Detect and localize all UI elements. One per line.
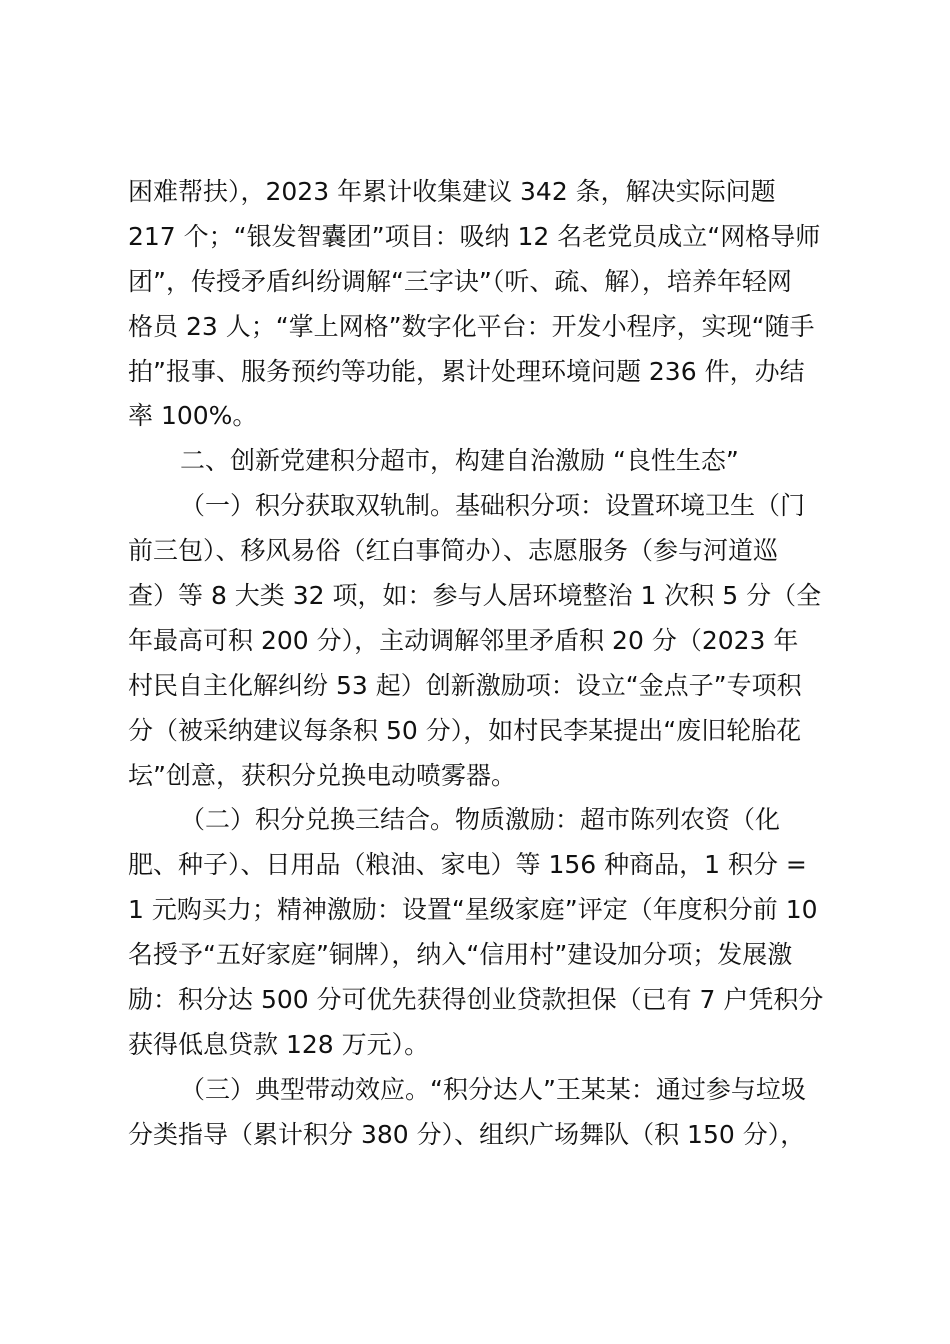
paragraph-first-line: （三）典型带动效应。“积分达人”王某某：通过参与垃圾 — [180, 1074, 806, 1104]
text-line: 前三包）、移风易俗（红白事简办）、志愿服务（参与河道巡 — [128, 536, 779, 566]
text-line: 格员 23 人；“掌上网格”数字化平台：开发小程序，实现“随手 — [128, 311, 815, 341]
text-line: 1 元购买力；精神激励：设置“星级家庭”评定（年度积分前 10 — [128, 895, 818, 925]
text-line: 村民自主化解纠纷 53 起）创新激励项：设立“金点子”专项积 — [128, 670, 802, 700]
text-line: 分类指导（累计积分 380 分）、组织广场舞队（积 150 分）， — [128, 1119, 806, 1149]
text-line: 团”，传授矛盾纠纷调解“三字诀”（听、疏、解），培养年轻网 — [128, 266, 792, 296]
text-line: 217 个；“银发智囊团”项目：吸纳 12 名老党员成立“网格导师 — [128, 221, 821, 251]
text-line: 名授予“五好家庭”铜牌），纳入“信用村”建设加分项；发展激 — [128, 940, 793, 970]
text-line: 查）等 8 大类 32 项，如：参与人居环境整治 1 次积 5 分（全 — [128, 581, 822, 611]
text-line: 年最高可积 200 分），主动调解邻里矛盾积 20 分（2023 年 — [128, 625, 799, 655]
text-line: 肥、种子）、日用品（粮油、家电）等 156 种商品，1 积分 = — [128, 850, 807, 880]
text-line: 坛”创意，获积分兑换电动喷雾器。 — [128, 760, 516, 790]
paragraph-first-line: （二）积分兑换三结合。物质激励：超市陈列农资（化 — [180, 805, 781, 835]
text-line: 励：积分达 500 分可优先获得创业贷款担保（已有 7 户凭积分 — [128, 985, 824, 1015]
text-line: 困难帮扶），2023 年累计收集建议 342 条，解决实际问题 — [128, 177, 776, 206]
text-line: 分（被采纳建议每条积 50 分），如村民李某提出“废旧轮胎花 — [128, 715, 802, 745]
text-line: 率 100%。 — [128, 401, 258, 431]
text-line: 拍”报事、服务预约等功能，累计处理环境问题 236 件，办结 — [128, 356, 805, 386]
body-text — [128, 170, 828, 1158]
paragraph-first-line: （一）积分获取双轨制。基础积分项：设置环境卫生（门 — [180, 491, 806, 521]
text-line: 获得低息贷款 128 万元）。 — [128, 1029, 430, 1059]
section-heading: 二、创新党建积分超市，构建自治激励 “良性生态” — [180, 446, 739, 476]
